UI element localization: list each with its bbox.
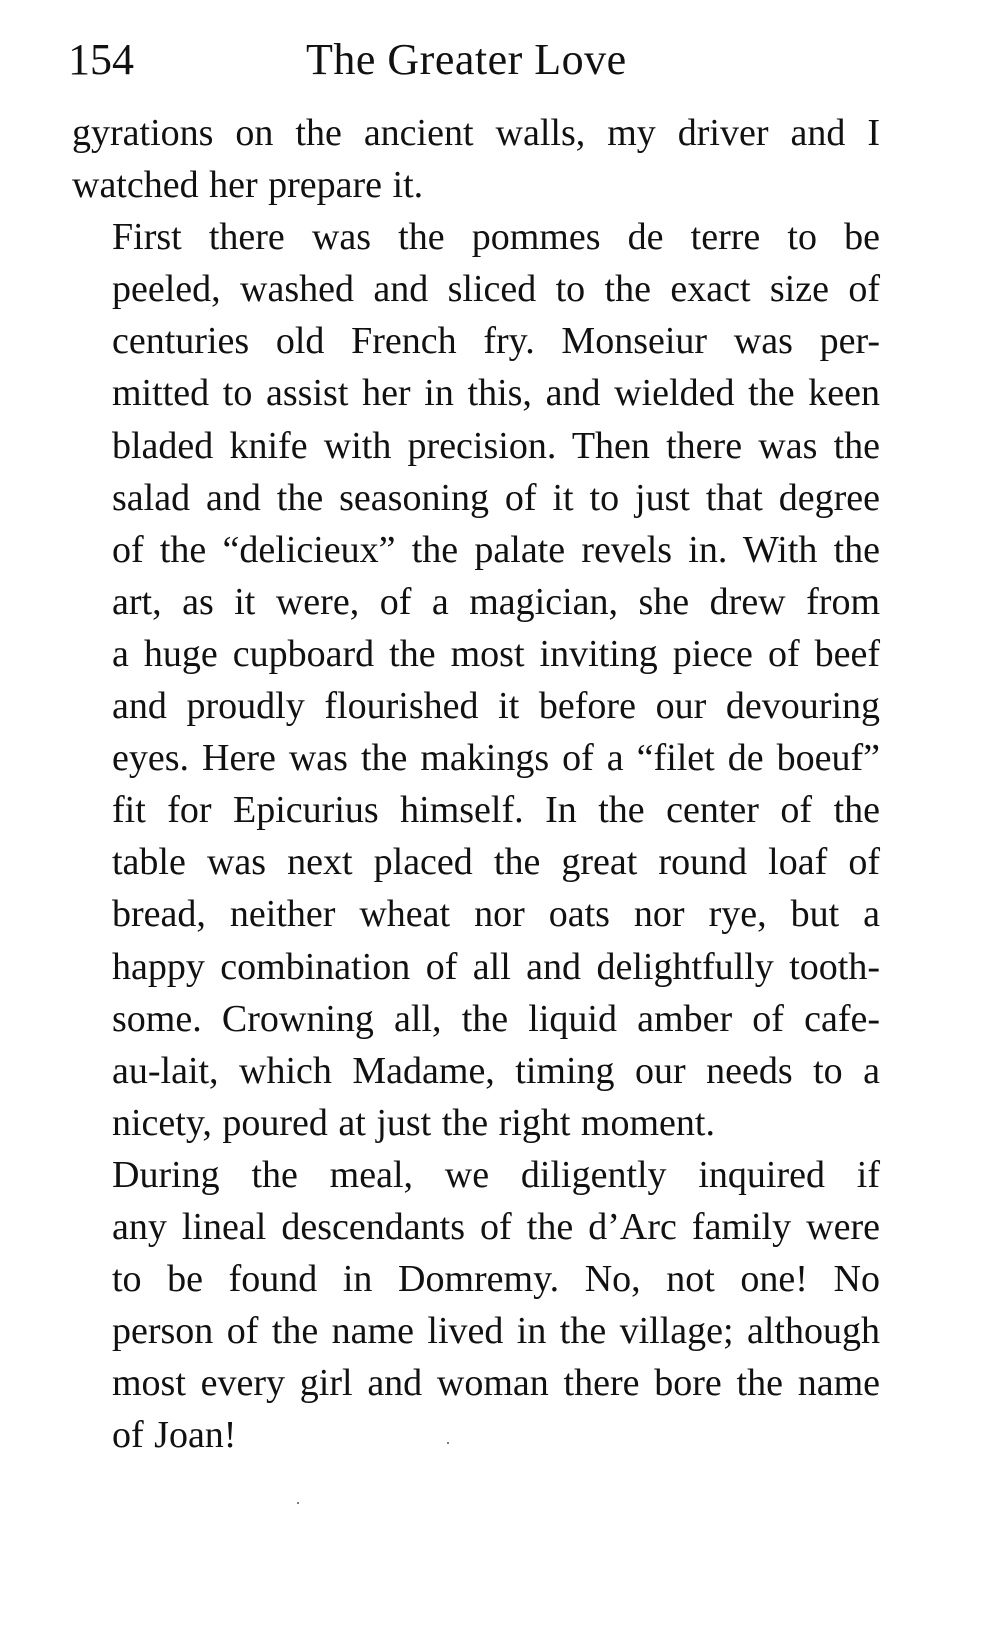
text-line: mitted to assist her in this, and wielded the keen	[112, 372, 880, 415]
text-line: of the “delicieux” the palate revels in. With the	[112, 528, 880, 571]
text-line: table was next placed the great round loaf of	[112, 841, 880, 884]
text-line: centuries old French fry. Monseiur was per-	[112, 320, 880, 363]
text-line: some. Crowning all, the liquid amber of cafe-	[112, 997, 880, 1040]
text-line: bread, neither wheat nor oats nor rye, but a	[112, 893, 880, 936]
text-line: au-lait, which Madame, timing our needs to a	[112, 1049, 880, 1092]
text-line: art, as it were, of a magician, she drew from	[112, 580, 880, 623]
print-speck	[447, 1442, 449, 1444]
text-line: nicety, poured at just the right moment.	[112, 1101, 715, 1144]
running-head	[68, 30, 928, 90]
text-line: During the meal, we diligently inquired if	[112, 1153, 880, 1196]
text-line: bladed knife with precision. Then there was the	[112, 424, 880, 467]
text-line: person of the name lived in the village; although	[112, 1310, 880, 1353]
text-line: salad and the seasoning of it to just that degree	[112, 476, 880, 519]
text-line: eyes. Here was the makings of a “filet de boeuf”	[112, 737, 880, 780]
text-line: a huge cupboard the most inviting piece of beef	[112, 632, 880, 675]
text-line: happy combination of all and delightfully tooth-	[112, 945, 880, 988]
text-line: most every girl and woman there bore the name	[112, 1362, 880, 1405]
text-line: fit for Epicurius himself. In the center of the	[112, 789, 880, 832]
print-speck	[297, 1502, 299, 1504]
body-text	[72, 107, 880, 1461]
text-line: gyrations on the ancient walls, my driver and I	[72, 112, 880, 154]
text-line: watched her prepare it.	[72, 164, 424, 207]
text-line: peeled, washed and sliced to the exact size of	[112, 268, 880, 311]
text-line: of Joan!	[112, 1414, 237, 1457]
running-title: The Greater Love	[306, 35, 627, 84]
paragraph	[72, 211, 880, 1149]
text-line: to be found in Domremy. No, not one! No	[112, 1258, 880, 1301]
paragraph	[72, 1149, 880, 1462]
text-line: First there was the pommes de terre to be	[112, 216, 880, 259]
paragraph	[72, 107, 880, 211]
text-line: any lineal descendants of the d’Arc family were	[112, 1205, 880, 1248]
page-number: 154	[68, 35, 134, 84]
text-line: and proudly flourished it before our devouring	[112, 685, 880, 728]
